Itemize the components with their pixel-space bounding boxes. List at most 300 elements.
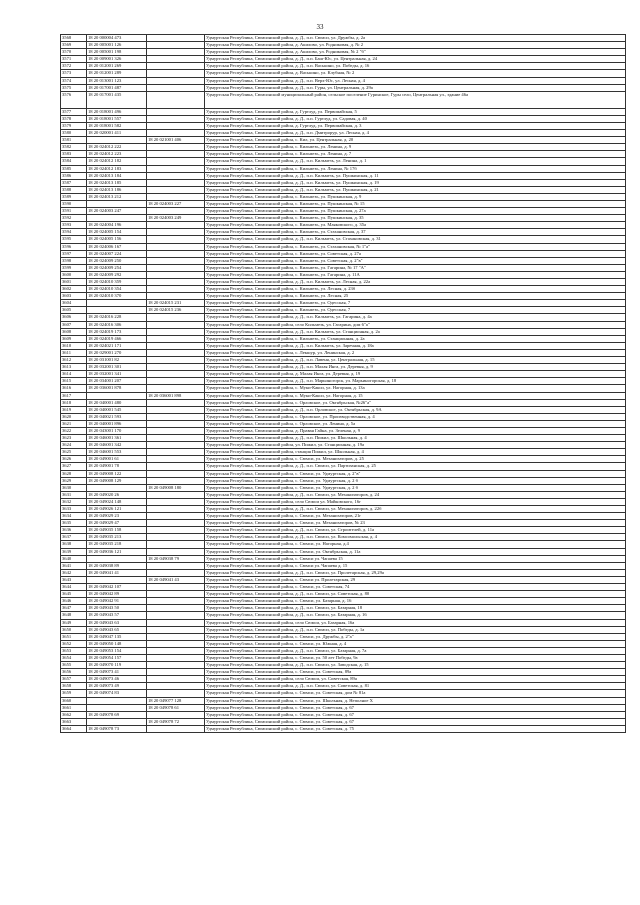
cadastral-number-cell: 18 20 049001 78 (87, 463, 147, 470)
row-number-cell: 3585 (61, 165, 87, 172)
table-row (61, 229, 626, 236)
cadastral-number-alt-cell (147, 605, 205, 612)
table-row (61, 293, 626, 300)
cadastral-number-alt-cell (147, 314, 205, 321)
table-row (61, 392, 626, 399)
address-cell: Удмуртская Республика, Сюмсинский район, д. Д., п.п. Марьиногорск, ул. Марьиногорская, д. 18 (205, 378, 626, 385)
table-row (61, 314, 626, 321)
table-row (61, 364, 626, 371)
row-number-cell: 3569 (61, 42, 87, 49)
row-number-cell: 3664 (61, 725, 87, 732)
address-cell: Удмуртская Республика, Сюмсинский район, с. Сюмси, ул. Дружбы, д. 2"а" (205, 633, 626, 640)
cadastral-number-cell: 18 20 024013 212 (87, 193, 147, 200)
row-number-cell: 3584 (61, 158, 87, 165)
table-row (61, 300, 626, 307)
cadastral-number-cell: 18 20 049042 107 (87, 584, 147, 591)
address-cell: Удмуртская Республика, Сюмсинский район, с. Кильмезь, ул. Пушкинская, № 15 (205, 200, 626, 207)
address-cell: Удмуртская Республика, Сюмсинский район, с. Сюмси, ул. Механизаторов, д. 25 (205, 456, 626, 463)
table-row (61, 725, 626, 732)
cadastral-number-alt-cell (147, 371, 205, 378)
cadastral-number-cell: 18 20 012001 289 (87, 70, 147, 77)
cadastral-number-cell: 18 20 049029 47 (87, 520, 147, 527)
address-cell: Удмуртская Республика, Сюмсинский район, с. Сюмси ул. Чапаева д. 15 (205, 562, 626, 569)
cadastral-number-cell: 18 20 024007 224 (87, 250, 147, 257)
cadastral-number-cell: 18 20 049043 65 (87, 626, 147, 633)
cadastral-number-cell: 18 20 049035 158 (87, 527, 147, 534)
table-row (61, 612, 626, 619)
row-number-cell: 3636 (61, 527, 87, 534)
address-cell: Удмуртская Республика, Сюмсинский район, д. Д., п.п. Орловское, ул. Октябрьская, д. 9А (205, 406, 626, 413)
row-number-cell: 3612 (61, 357, 87, 364)
table-row (61, 56, 626, 63)
cadastral-number-cell: 18 20 049035 213 (87, 534, 147, 541)
address-cell: Удмуртская Республика, Сюмсинский район, с. Кильмезь, ул. Гагарина, д. 11А (205, 271, 626, 278)
row-number-cell: 3592 (61, 215, 87, 222)
cadastral-number-cell (87, 137, 147, 144)
address-cell: Удмуртская Республика, Сюмсинский район, с. Кильмезь, ул. Советская, д. 27а (205, 250, 626, 257)
address-cell: Удмуртская Республика, Сюмсинский район, д. Д., п.п. Сюмси, ул. Советская, д. 81 (205, 683, 626, 690)
row-number-cell: 3640 (61, 555, 87, 562)
cadastral-number-alt-cell: 18 20 024003 249 (147, 215, 205, 222)
address-cell: Удмуртская Республика, Сюмсинский район, ул. Пижил, ул. Станционная, д. 19а (205, 442, 626, 449)
cadastral-number-alt-cell (147, 541, 205, 548)
cadastral-number-cell (87, 576, 147, 583)
cadastral-number-cell: 18 20 043001 170 (87, 427, 147, 434)
address-cell: Удмуртская Республика, Сюмсинский район, д. Д., п.п. Верх-Юс, ул. Лесная, д. 4 (205, 77, 626, 84)
table-row (61, 576, 626, 583)
address-cell: Удмуртская Республика, Сюмсинский район, село Сюмси, ул. Советская, 89а (205, 676, 626, 683)
address-cell: Удмуртская Республика, Сюмсинский район, д. Д., п.п. Сюмси, ул. Строителей, д. 11а (205, 527, 626, 534)
address-cell: Удмуртская Республика, Сюмсинский район, д. Д., п.п. Кильмезь, ул. Станционная, д. 2а (205, 328, 626, 335)
cadastral-number-alt-cell (147, 669, 205, 676)
cadastral-number-alt-cell: 18 20 024015 236 (147, 307, 205, 314)
row-number-cell: 3641 (61, 562, 87, 569)
cadastral-number-alt-cell: 18 20 024003 227 (147, 200, 205, 207)
row-number-cell: 3607 (61, 321, 87, 328)
address-cell: Удмуртская Республика, Сюмсинский район, с. Сюмси, ул. Школьная, д. Неполное Х (205, 697, 626, 704)
row-number-cell: 3596 (61, 243, 87, 250)
address-cell: Удмуртская Республика, Сюмсинский район, с. Кильмезь, ул. Лесная, д. 23б (205, 286, 626, 293)
cadastral-number-cell (87, 718, 147, 725)
table-row (61, 264, 626, 271)
row-number-cell: 3598 (61, 257, 87, 264)
row-number-cell: 3631 (61, 491, 87, 498)
row-number-cell: 3659 (61, 690, 87, 697)
cadastral-number-alt-cell (147, 520, 205, 527)
cadastral-number-cell: 18 20 046001 342 (87, 442, 147, 449)
table-row (61, 704, 626, 711)
cadastral-number-alt-cell (147, 420, 205, 427)
row-number-cell: 3653 (61, 647, 87, 654)
address-cell: Удмуртская Республика, Сюмсинский район, д. Д., п.п. Лавеня, ул. Центральная, д. 15 (205, 357, 626, 364)
row-number-cell: 3658 (61, 683, 87, 690)
table-row (61, 371, 626, 378)
row-number-cell: 3635 (61, 520, 87, 527)
row-number-cell: 3570 (61, 49, 87, 56)
cadastral-number-cell: 18 20 040001 545 (87, 406, 147, 413)
row-number-cell: 3613 (61, 364, 87, 371)
cadastral-number-alt-cell (147, 470, 205, 477)
cadastral-number-alt-cell (147, 612, 205, 619)
address-cell: Удмуртская Республика, Сюмсинский район, д. Правая Гайна, ул. Зеленая, д. 9 (205, 427, 626, 434)
cadastral-number-cell: 18 20 049029 23 (87, 513, 147, 520)
row-number-cell: 3609 (61, 335, 87, 342)
cadastral-number-cell: 18 20 024009 292 (87, 271, 147, 278)
address-cell: Удмуртская Республика, Сюмсинский район, с. Лекшур, ул. Ленинская, д. 2 (205, 349, 626, 356)
address-cell: Удмуртская Республика, Сюмсинский район, с. Орловское, ул. Ленина, д. 5а (205, 420, 626, 427)
cadastral-number-alt-cell: 18 20 049078 61 (147, 704, 205, 711)
table-row (61, 427, 626, 434)
table-row (61, 449, 626, 456)
cadastral-number-cell: 18 20 049053 154 (87, 647, 147, 654)
cadastral-number-cell (87, 300, 147, 307)
cadastral-number-alt-cell (147, 357, 205, 364)
table-row (61, 91, 626, 108)
table-row (61, 669, 626, 676)
cadastral-number-alt-cell (147, 91, 205, 108)
cadastral-number-alt-cell (147, 449, 205, 456)
table-row (61, 342, 626, 349)
cadastral-number-alt-cell (147, 527, 205, 534)
cadastral-number-alt-cell (147, 321, 205, 328)
table-row (61, 484, 626, 491)
table-row (61, 435, 626, 442)
table-row (61, 151, 626, 158)
cadastral-number-alt-cell (147, 406, 205, 413)
cadastral-number-cell (87, 555, 147, 562)
row-number-cell: 3623 (61, 435, 87, 442)
cadastral-number-cell: 18 20 049008 129 (87, 477, 147, 484)
cadastral-number-cell: 18 20 040001 896 (87, 420, 147, 427)
address-cell: Удмуртская Республика, Сюмсинский район, с. Муки-Какси, ул. Нагорная, д. 15 (205, 392, 626, 399)
cadastral-number-alt-cell (147, 165, 205, 172)
cadastral-number-alt-cell: 18 20 036001 898 (147, 392, 205, 399)
address-cell: Удмуртская Республика, Сюмсинский район, д. Д., п.п. Сюмси, ул. Пролетарская, д. 29,29а (205, 569, 626, 576)
row-number-cell: 3626 (61, 456, 87, 463)
cadastral-number-cell: 18 20 046001 553 (87, 449, 147, 456)
table-row (61, 35, 626, 42)
table-row (61, 215, 626, 222)
cadastral-number-cell (87, 484, 147, 491)
row-number-cell: 3629 (61, 477, 87, 484)
cadastral-number-alt-cell (147, 208, 205, 215)
cadastral-number-cell: 18 20 024016 228 (87, 314, 147, 321)
table-row (61, 676, 626, 683)
table-row (61, 321, 626, 328)
cadastral-number-cell: 18 20 046001 361 (87, 435, 147, 442)
cadastral-number-alt-cell (147, 342, 205, 349)
cadastral-number-alt-cell (147, 513, 205, 520)
cadastral-number-cell: 18 20 049008 122 (87, 470, 147, 477)
cadastral-number-cell: 18 20 009001 326 (87, 56, 147, 63)
row-number-cell: 3642 (61, 569, 87, 576)
address-cell: Удмуртская Республика, Сюмсинский район, с. Кильмезь, ул. Ленина, д. 9 (205, 144, 626, 151)
row-number-cell: 3621 (61, 420, 87, 427)
cadastral-number-cell: 18 20 024016 306 (87, 321, 147, 328)
cadastral-number-cell: 18 20 049070 119 (87, 662, 147, 669)
row-number-cell: 3593 (61, 222, 87, 229)
cadastral-number-cell: 18 20 049043 57 (87, 612, 147, 619)
row-number-cell: 3600 (61, 271, 87, 278)
cadastral-number-alt-cell (147, 491, 205, 498)
cadastral-number-alt-cell (147, 122, 205, 129)
row-number-cell: 3576 (61, 91, 87, 108)
cadastral-number-alt-cell (147, 279, 205, 286)
row-number-cell: 3581 (61, 137, 87, 144)
cadastral-number-cell: 18 20 049043 50 (87, 605, 147, 612)
row-number-cell: 3649 (61, 619, 87, 626)
address-cell: Удмуртская Республика, Сюмсинский район, д. Д., п.п. Кильмезь, ул. Стахановская, д. 31 (205, 236, 626, 243)
row-number-cell: 3602 (61, 286, 87, 293)
address-cell: Удмуртская Республика, Сюмсинский район, с. Кильмезь, ул. Советская, д. 2"в" (205, 257, 626, 264)
cadastral-number-alt-cell (147, 257, 205, 264)
row-number-cell: 3578 (61, 115, 87, 122)
cadastral-number-alt-cell (147, 640, 205, 647)
address-cell: Удмуртская Республика, Сюмсинский район, с. Кильмезь, ул. Одесская, 7 (205, 307, 626, 314)
address-cell: Удмуртская Республика, Сюмсинский район, д. Д., п.п. Сюмси, ул. Советская, д. 80 (205, 591, 626, 598)
address-cell: Удмуртская Республика, Сюмсинский район, д. Д., п.п. Кильмезь, ул. Пушкинская, д. 11 (205, 172, 626, 179)
cadastral-number-alt-cell (147, 364, 205, 371)
cadastral-number-cell: 18 20 049035 218 (87, 541, 147, 548)
row-number-cell: 3582 (61, 144, 87, 151)
address-cell: Удмуртская Республика, Сюмсинский район, с. Кильмезь, ул. Гагарина, № 17 "А" (205, 264, 626, 271)
cadastral-number-cell: 18 20 049078 69 (87, 711, 147, 718)
cadastral-number-alt-cell (147, 591, 205, 598)
address-cell: Удмуртская Республика, Сюмсинский район, д. Д., п.п. Дмитрорур, ул. Лесная, д. 4 (205, 130, 626, 137)
table-row (61, 279, 626, 286)
cadastral-number-alt-cell (147, 56, 205, 63)
row-number-cell: 3603 (61, 293, 87, 300)
cadastral-number-alt-cell (147, 77, 205, 84)
cadastral-number-cell: 18 20 020001 411 (87, 130, 147, 137)
table-row (61, 718, 626, 725)
cadastral-number-cell: 18 20 049047 135 (87, 633, 147, 640)
cadastral-number-cell: 18 20 049043 63 (87, 619, 147, 626)
cadastral-number-cell: 18 20 049054 157 (87, 654, 147, 661)
address-cell: Удмуртская Республика, Сюмсинский район, д. Д., п.п. Пижил, ул. Школьная, д. 4 (205, 435, 626, 442)
table-row (61, 70, 626, 77)
address-cell: Удмуртская Республика, Сюмсинский район, д. Д., п.п. Сюмси, ул. Комсомольская, д. 4 (205, 534, 626, 541)
row-number-cell: 3654 (61, 654, 87, 661)
row-number-cell: 3622 (61, 427, 87, 434)
address-cell: Удмуртская Республика, Сюмсинский район, д. Д., п.п. Сюмси, ул. Базарная, д. 7а (205, 647, 626, 654)
table-row (61, 286, 626, 293)
table-row (61, 498, 626, 505)
cadastral-number-cell: 18 20 024005 154 (87, 229, 147, 236)
cadastral-number-cell: 18 20 024013 185 (87, 179, 147, 186)
row-number-cell: 3638 (61, 541, 87, 548)
table-row (61, 654, 626, 661)
cadastral-number-alt-cell: 18 20 049078 72 (147, 718, 205, 725)
table-row (61, 328, 626, 335)
table-row (61, 357, 626, 364)
cadastral-number-alt-cell (147, 335, 205, 342)
cadastral-number-alt-cell (147, 130, 205, 137)
row-number-cell: 3587 (61, 179, 87, 186)
row-number-cell: 3652 (61, 640, 87, 647)
cadastral-number-cell: 18 20 049038 89 (87, 562, 147, 569)
address-cell: Удмуртская Республика, Сюмсинский район, с. Сюмси, ул. Советская, д. 75 (205, 725, 626, 732)
table-row (61, 456, 626, 463)
cadastral-number-alt-cell: 18 20 049041 43 (147, 576, 205, 583)
address-cell: Удмуртская Республика, Сюмсинский район, с. Орловское, ул. Октябрьская, №26"а" (205, 399, 626, 406)
cadastral-number-alt-cell (147, 243, 205, 250)
row-number-cell: 3645 (61, 591, 87, 598)
table-row (61, 236, 626, 243)
table-row (61, 711, 626, 718)
row-number-cell: 3577 (61, 108, 87, 115)
row-number-cell: 3611 (61, 349, 87, 356)
row-number-cell: 3583 (61, 151, 87, 158)
table-row (61, 683, 626, 690)
address-cell: Удмуртская Республика, Сюмсинский район, с. Сюмси, ул. 50 лет Победы, 9а (205, 654, 626, 661)
cadastral-number-cell: 18 20 024006 167 (87, 243, 147, 250)
page-number: 33 (316, 23, 324, 31)
table-row (61, 520, 626, 527)
row-number-cell: 3633 (61, 506, 87, 513)
address-cell: Удмуртская Республика, Сюмсинский район, с. Сюмси, ул. Южная, д. 4 (205, 640, 626, 647)
address-cell: Удмуртская Республика, Сюмсинский район, с. Сюмси, ул. Советская, д. 67 (205, 718, 626, 725)
cadastral-number-alt-cell (147, 598, 205, 605)
row-number-cell: 3595 (61, 236, 87, 243)
address-cell: Удмуртская Республика, Сюмсинский район, д. Д., п.п. Гуры, ул. Центральная, д. 29а (205, 84, 626, 91)
cadastral-number-cell: 18 20 049020 26 (87, 491, 147, 498)
cadastral-number-alt-cell (147, 229, 205, 236)
row-number-cell: 3657 (61, 676, 87, 683)
cadastral-number-cell: 18 20 049024 148 (87, 498, 147, 505)
cadastral-number-alt-cell (147, 328, 205, 335)
cadastral-number-alt-cell (147, 427, 205, 434)
row-number-cell: 3604 (61, 300, 87, 307)
address-cell: Удмуртская Республика, Сюмсинский район, с. Кильмезь, ул. Пушкинская, д. 35 (205, 215, 626, 222)
table-row (61, 108, 626, 115)
cadastral-number-cell: 18 20 024012 222 (87, 144, 147, 151)
cadastral-number-alt-cell (147, 115, 205, 122)
cadastral-number-alt-cell (147, 399, 205, 406)
row-number-cell: 3606 (61, 314, 87, 321)
cadastral-number-cell: 18 20 024004 196 (87, 222, 147, 229)
cadastral-number-alt-cell (147, 250, 205, 257)
address-cell: Удмуртская Республика, Сюмсинский район, село Сюмси, ул. Базарная, 16а (205, 619, 626, 626)
row-number-cell: 3634 (61, 513, 87, 520)
row-number-cell: 3608 (61, 328, 87, 335)
address-cell: Удмуртская Республика, Сюмсинский район, с. Кильмезь, ул. Пушкинская, д. 27а (205, 208, 626, 215)
row-number-cell: 3646 (61, 598, 87, 605)
table-row (61, 144, 626, 151)
cadastral-number-alt-cell (147, 584, 205, 591)
address-cell: Удмуртская Республика, Сюмсинский район, д. Д., п.п. Сюмси, ул. Базарная, 18 (205, 605, 626, 612)
cadastral-number-alt-cell: 18 20 049008 180 (147, 484, 205, 491)
table-row (61, 243, 626, 250)
table-row (61, 598, 626, 605)
address-cell: Удмуртская Республика, Сюмсинский район, с. Орловское, ул. Производственная, д. 4 (205, 413, 626, 420)
table-row (61, 49, 626, 56)
row-number-cell: 3580 (61, 130, 87, 137)
row-number-cell: 3637 (61, 534, 87, 541)
table-row (61, 619, 626, 626)
row-number-cell: 3644 (61, 584, 87, 591)
row-number-cell: 3579 (61, 122, 87, 129)
cadastral-number-cell: 18 20 024009 254 (87, 264, 147, 271)
cadastral-number-cell: 18 20 049041 41 (87, 569, 147, 576)
cadastral-number-alt-cell (147, 349, 205, 356)
table-row (61, 158, 626, 165)
cadastral-number-alt-cell (147, 158, 205, 165)
row-number-cell: 3628 (61, 470, 87, 477)
cadastral-number-alt-cell (147, 463, 205, 470)
cadastral-number-alt-cell (147, 562, 205, 569)
registry-table (60, 34, 626, 733)
cadastral-number-alt-cell: 18 20 024015 231 (147, 300, 205, 307)
cadastral-number-cell (87, 392, 147, 399)
address-cell: Удмуртская Республика, Сюмсинский район, д. Д., п.п. Сюмси, ул. Партизанская, д. 25 (205, 463, 626, 470)
cadastral-number-cell: 18 20 024009 250 (87, 257, 147, 264)
table-row (61, 172, 626, 179)
cadastral-number-cell: 18 20 024019 466 (87, 335, 147, 342)
address-cell: Удмуртская Республика, Сюмсинский район, станция Пижил, ул. Школьная, д. 4 (205, 449, 626, 456)
table-row (61, 513, 626, 520)
cadastral-number-alt-cell (147, 179, 205, 186)
address-cell: Удмуртская Республика, Сюмсинский район, д. Д., п.п. Кильмезь, ул. Лесная, д. 22а (205, 279, 626, 286)
address-cell: Удмуртская Республика, Сюмсинский район, с. Кильмезь, ул. Стахановская, д. 37 (205, 229, 626, 236)
row-number-cell: 3574 (61, 77, 87, 84)
table-row (61, 63, 626, 70)
table-row (61, 541, 626, 548)
row-number-cell: 3624 (61, 442, 87, 449)
cadastral-number-alt-cell (147, 683, 205, 690)
address-cell: Удмуртская Республика, Сюмсинский район, с. Муки-Какси, ул. Нагорная, д. 13а (205, 385, 626, 392)
row-number-cell: 3663 (61, 718, 87, 725)
row-number-cell: 3610 (61, 342, 87, 349)
cadastral-number-cell: 18 20 049073 46 (87, 676, 147, 683)
cadastral-number-cell: 18 20 040021 593 (87, 413, 147, 420)
cadastral-number-cell: 18 20 049042 91 (87, 598, 147, 605)
cadastral-number-alt-cell (147, 619, 205, 626)
table-row (61, 647, 626, 654)
row-number-cell: 3656 (61, 669, 87, 676)
cadastral-number-cell: 18 20 017001 435 (87, 91, 147, 108)
address-cell: Удмуртская Республика, Сюмсинский район, д. Д., п.п. Малая Инга, ул. Деревня, д. 9 (205, 364, 626, 371)
address-cell: Удмуртская Республика, Сюмсинский район, д. Д., п.п. Кильмезь, ул. Заречная, д. 18а (205, 342, 626, 349)
address-cell: Удмуртская Республика, Сюмсинский район, д. Гуртлуд, ул. Первомайская, д. 3 (205, 122, 626, 129)
address-cell: Удмуртская Республика, Сюмсинский район, д. Акилово, ул. Родниковая, д. № 2 (205, 42, 626, 49)
cadastral-number-cell: 18 20 032001 341 (87, 371, 147, 378)
cadastral-number-cell: 18 20 040001 480 (87, 399, 147, 406)
cadastral-number-cell: 18 20 000004 473 (87, 35, 147, 42)
cadastral-number-cell: 18 20 018001 582 (87, 122, 147, 129)
table-row (61, 179, 626, 186)
cadastral-number-cell: 18 20 024003 247 (87, 208, 147, 215)
row-number-cell: 3575 (61, 84, 87, 91)
table-row (61, 250, 626, 257)
address-cell: Удмуртская Республика, Сюмсинский район, с. Сюмси, ул. Удмуртская, д. 2"в" (205, 470, 626, 477)
address-cell: Удмуртская Республика, Сюмсинский район, д. Д., п.п. Сюмси, ул. Базарная, д. 16 (205, 612, 626, 619)
address-cell: Удмуртская Республика, Сюмсинский район, д. Д., п.п. Баш-Юс, ул. Центральная, д. 24 (205, 56, 626, 63)
cadastral-number-cell: 18 20 013001 123 (87, 77, 147, 84)
address-cell: Удмуртская Республика, Сюмсинский район, с. Кильмезь, ул. Маяковского, д. 35а (205, 222, 626, 229)
address-cell: Удмуртская Республика, Сюмсинский район, с. Сюмси, ул. Удмуртская, д. 2 б (205, 477, 626, 484)
cadastral-number-cell: 18 20 049042 89 (87, 591, 147, 598)
cadastral-number-alt-cell (147, 385, 205, 392)
cadastral-number-cell: 18 20 024010 370 (87, 293, 147, 300)
address-cell: Удмуртская Республика, Сюмсинский район, с. Сюмси, ул. Советская, д. 67 (205, 704, 626, 711)
row-number-cell: 3572 (61, 63, 87, 70)
address-cell: Удмуртская Республика, Сюмсинский район, с. Кильмезь, ул. Пушкинская, д. 9 (205, 193, 626, 200)
cadastral-number-cell: 18 20 018001 557 (87, 115, 147, 122)
table-row (61, 442, 626, 449)
table-row (61, 662, 626, 669)
table-row (61, 222, 626, 229)
